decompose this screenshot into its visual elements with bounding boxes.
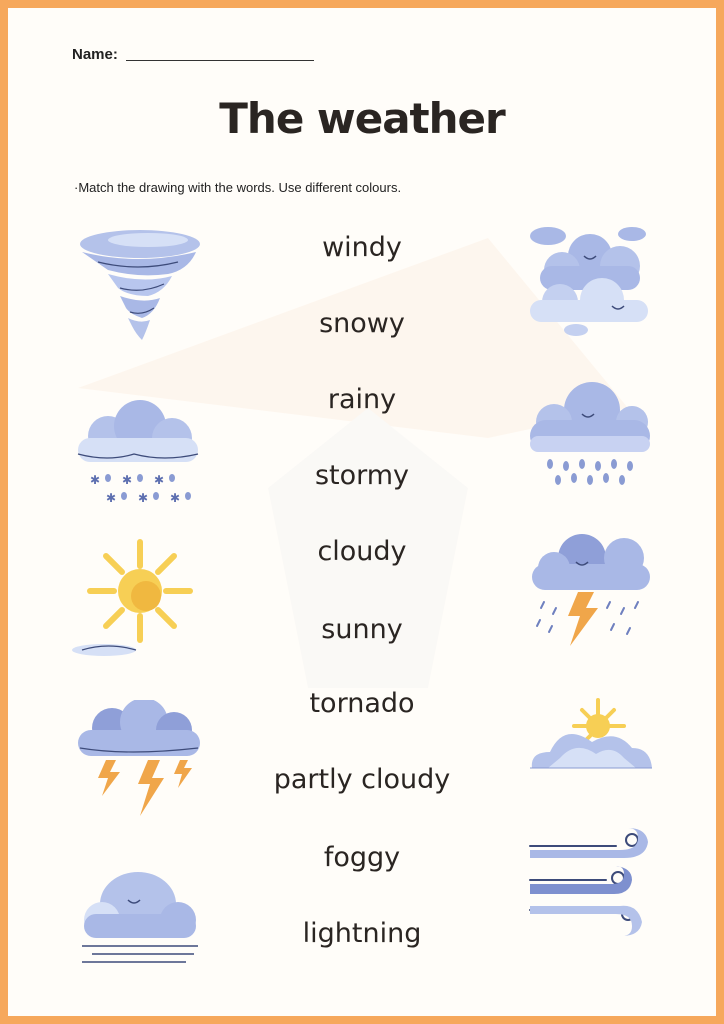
name-label: Name: bbox=[72, 46, 118, 63]
word-rainy[interactable]: rainy bbox=[327, 384, 397, 415]
name-field[interactable] bbox=[72, 46, 314, 63]
word-snowy[interactable]: snowy bbox=[319, 308, 405, 339]
wind-icon[interactable] bbox=[520, 824, 656, 944]
word-foggy[interactable]: foggy bbox=[323, 842, 401, 873]
word-cloudy[interactable]: cloudy bbox=[317, 536, 407, 567]
svg-text:✱: ✱ bbox=[170, 491, 181, 505]
clouds-icon[interactable] bbox=[520, 222, 656, 342]
svg-text:✱: ✱ bbox=[90, 473, 101, 487]
sun-icon[interactable] bbox=[68, 538, 204, 658]
name-blank-line[interactable] bbox=[126, 60, 314, 61]
word-partly-cloudy[interactable]: partly cloudy bbox=[273, 764, 451, 795]
fog-cloud-icon[interactable] bbox=[68, 854, 204, 974]
svg-text:✱: ✱ bbox=[122, 473, 133, 487]
rain-cloud-icon[interactable] bbox=[520, 372, 656, 492]
word-lightning[interactable]: lightning bbox=[302, 918, 422, 949]
word-tornado[interactable]: tornado bbox=[309, 688, 415, 719]
worksheet-page bbox=[8, 8, 716, 1016]
lightning-cloud-icon[interactable] bbox=[68, 700, 204, 820]
word-stormy[interactable]: stormy bbox=[314, 460, 410, 491]
word-sunny[interactable]: sunny bbox=[321, 614, 403, 645]
word-windy[interactable]: windy bbox=[322, 232, 402, 263]
instructions: ·Match the drawing with the words. Use different colours. bbox=[74, 180, 402, 195]
snow-cloud-icon[interactable] bbox=[68, 392, 204, 512]
svg-text:✱: ✱ bbox=[106, 491, 117, 505]
svg-text:✱: ✱ bbox=[154, 473, 165, 487]
svg-text:✱: ✱ bbox=[138, 491, 149, 505]
page-title: The weather bbox=[219, 94, 505, 143]
storm-cloud-icon[interactable] bbox=[520, 528, 656, 648]
partly-cloudy-icon[interactable] bbox=[520, 692, 656, 812]
tornado-icon[interactable] bbox=[68, 222, 204, 342]
